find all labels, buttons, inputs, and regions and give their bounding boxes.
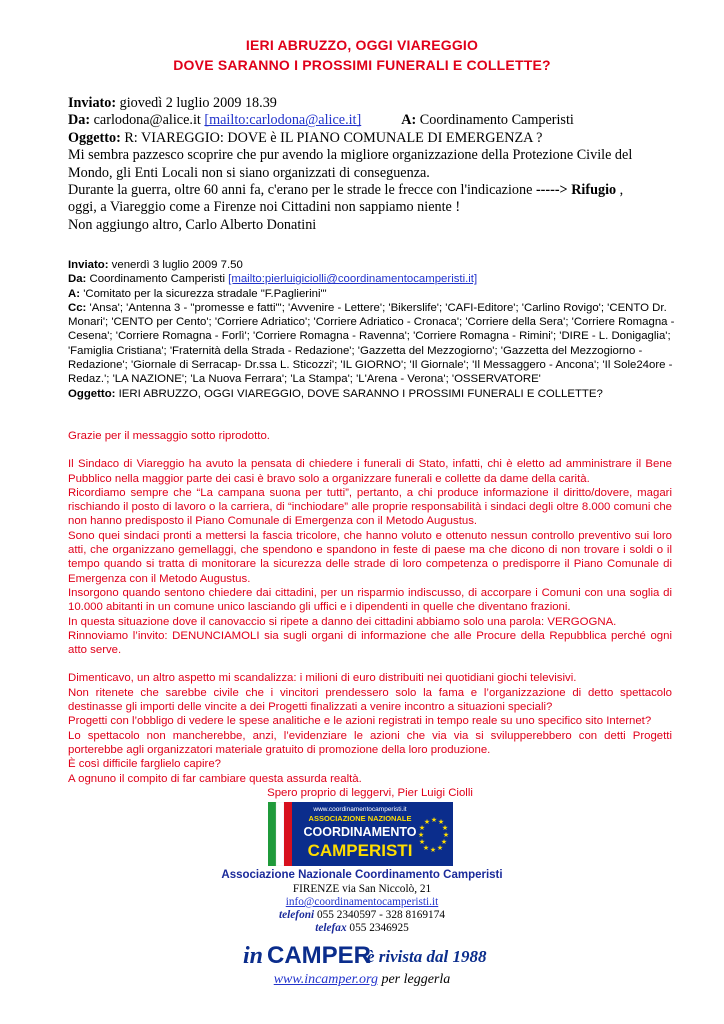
email-1-body-1: Mi sembra pazzesco scoprire che pur avendo la migliore organizzazione della Protezione Civile del Mondo, gli Enti Locali non si siano organizzati di conseguenza. [68, 147, 633, 181]
email-2-sent: Inviato: venerdì 3 luglio 2009 7.50 [68, 259, 243, 271]
phone-line: telefoni 055 2340597 - 328 8169174 [279, 909, 445, 921]
reply-paragraph: Rinnoviamo l’invito: DENUNCIAMOLI sia sugli organi di informazione che alle Procure della Repubblica perché ogni atto serve. [68, 629, 672, 657]
svg-text:★: ★ [440, 838, 448, 846]
email-2-from: Da: Coordinamento Camperisti [mailto:pierluigiciolli@coordinamentocamperisti.it] [68, 273, 478, 286]
svg-text:★: ★ [429, 846, 437, 854]
camperisti-logo [268, 802, 453, 866]
email-2-subject: Oggetto: IERI ABRUZZO, OGGI VIAREGGIO, DOVE SARANNO I PROSSIMI FUNERALI E COLLETTE? [68, 387, 603, 400]
fax-line: telefax 055 2346925 [315, 922, 409, 934]
svg-text:★: ★ [418, 838, 426, 846]
svg-text:★: ★ [422, 844, 430, 852]
reply-body [68, 429, 672, 800]
reply-paragraph: Sono quei sindaci pronti a mettersi la fascia tricolore, che hanno voluto e ottenuto nessun controllo preventivo sui loro atti, che organizzano gemellaggi, che spendono e spandono in feste di paese ma che dicono di non trovare i soldi o il tempo quando si tratta di monitorare la sicurezza delle strade di loro competenza o predisporre il Piano Comunale di Emergenza con il Metodo Augustus. [68, 529, 672, 585]
email-1 [68, 95, 678, 234]
reply-paragraph: Grazie per il messaggio sotto riprodotto. [68, 430, 270, 442]
email-2-header [68, 258, 678, 401]
svg-text:★: ★ [441, 824, 449, 832]
email-1-from-link[interactable]: [mailto:carlodona@alice.it] [204, 112, 362, 129]
svg-text:★: ★ [417, 831, 425, 839]
logo-line-2: COORDINAMENTO [303, 825, 417, 839]
email-1-body-4: Non aggiungo altro, Carlo Alberto Donatini [68, 216, 317, 233]
reply-paragraph: Dimenticavo, un altro aspetto mi scandalizza: i milioni di euro distribuiti nei quotidiani giochi televisivi. [68, 672, 577, 685]
logo-url-text: www.coordinamentocamperisti.it [313, 806, 407, 813]
svg-text:★: ★ [436, 844, 444, 852]
footer-email-link[interactable]: info@coordinamentocamperisti.it [285, 896, 439, 908]
reply-paragraph: È così difficile farglielo capire? [68, 758, 222, 771]
reply-paragraph: Progetti con l’obbligo di vedere le spese analitiche e le azioni registrati in tempo reale su uno specifico sito Internet? [68, 715, 652, 728]
reply-paragraph: Lo spettacolo non mancherebbe, anzi, l’evidenziare le azioni che via via si svilupperebbero con detti Progetti porterebbe agli organizzatori materiale gratuito di promozione della loro produzione. [68, 729, 672, 756]
email-1-body-2: Durante la guerra, oltre 60 anni fa, c'erano per le strade le frecce con l'indicazione -----> Rifugio , [68, 182, 624, 199]
reply-paragraph: Insorgono quando sentono chiedere dai cittadini, per un risparmio indiscusso, di accorpare i Comuni con una soglia di 10.000 abitanti in un comune unico lasciando gli uffici e i dipendenti in quelle che diventano frazioni. [68, 586, 672, 614]
headline-line-2: DOVE SARANNO I PROSSIMI FUNERALI E COLLETTE? [173, 57, 551, 73]
email-1-sent: Inviato: giovedì 2 luglio 2009 18.39 [68, 95, 277, 111]
svg-text:★: ★ [418, 824, 426, 832]
reply-paragraph: Non ritenete che sarebbe civile che i vincitori prendessero solo la fama e l’organizzazione di detto spettacolo destinasse gli importi delle vincite a dei Progetti finalizzati a venire incontro a situazioni speciali? [68, 686, 672, 714]
incamper-tagline: è rivista dal 1988 [367, 947, 487, 966]
logo-line-1: ASSOCIAZIONE NAZIONALE [308, 814, 412, 823]
reply-paragraph: A ognuno il compito di far cambiare questa assurda realtà. [68, 772, 362, 785]
incamper-logo-in: in [243, 943, 264, 969]
svg-text:★: ★ [437, 818, 445, 826]
svg-text:★: ★ [423, 818, 431, 826]
email-2-from-link[interactable]: [mailto:pierluigiciolli@coordinamentocamperisti.it] [228, 273, 478, 286]
headline-line-1: IERI ABRUZZO, OGGI VIAREGGIO [245, 37, 479, 53]
svg-text:★: ★ [430, 816, 438, 824]
incamper-logo-camper: CAMPER [267, 942, 372, 969]
incamper-ad [243, 935, 503, 969]
incamper-link[interactable]: www.incamper.org [273, 972, 378, 987]
email-1-body-3: oggi, a Viareggio come a Firenze noi Cittadini non sappiamo niente ! [68, 199, 461, 216]
reply-paragraph: In questa situazione dove il canovaccio si ripete a danno dei cittadini abbiamo solo una parola: VERGOGNA. [68, 615, 617, 628]
address: FIRENZE via San Niccolò, 21 [292, 883, 432, 895]
email-1-from: Da: carlodona@alice.it [mailto:carlodona@alice.it] A: Coordinamento Camperisti [68, 112, 574, 129]
svg-text:★: ★ [442, 831, 450, 839]
email-line [0, 896, 724, 909]
association-name: Associazione Nazionale Coordinamento Camperisti [221, 869, 503, 881]
email-2-to: A: 'Comitato per la sicurezza stradale "F.Paglierini"' [68, 287, 327, 300]
email-1-subject: Oggetto: R: VIAREGGIO: DOVE è IL PIANO COMUNALE DI EMERGENZA ? [68, 129, 543, 146]
email-2-cc: Cc: 'Ansa'; 'Antenna 3 - "promesse e fatti"'; 'Avvenire - Lettere'; 'Bikerslife'; 'CAFI-Editore'; 'Carlino Rovigo'; 'CENTO Dr. Monari'; 'CENTO per Cento'; 'Corriere Adriatico'; 'Corriere Adriatico - Cronaca'; 'Corriere della Sera'; 'Corriere Romagna - Cesena'; 'Corriere Romagna - Forlì'; 'Corriere Romagna - Ravenna'; 'Corriere Romagna - Rimini'; 'DIRE - L. Donigaglia'; 'Famiglia Cristiana'; 'Fraternità della Strada - Redazione'; 'Gazzetta del Mezzogiorno'; 'Gazzetta del Mezzogiorno - Redazione'; 'Giornale di Serracap- Dr.ssa L. Sticozzi'; 'IL GIORNO'; 'Il Giornale'; 'Il Messaggero - Ancona'; 'Il Sole24ore - Redaz.'; 'LA NAZIONE'; 'La Nuova Ferrara'; 'La Stampa'; 'L'Arena - Verona'; 'OSSERVATORE' [68, 301, 675, 386]
reply-paragraph: Ricordiamo sempre che “La campana suona per tutti”, pertanto, a chi produce informazione il diritto/dovere, magari rischiando il posto di lavoro o la carriera, di “inchiodare” alle proprie responsabilità i sindaci degli oltre 8.000 comuni che non hanno predisposto il Piano Comunale di Emergenza con il Metodo Augustus. [68, 486, 672, 528]
reply-signature: Spero proprio di leggervi, Pier Luigi Ciolli [267, 786, 473, 799]
logo-line-3: CAMPERISTI [307, 841, 413, 860]
reply-paragraph: Il Sindaco di Viareggio ha avuto la pensata di chiedere i funerali di Stato, infatti, chi è eletto ad amministrare il Bene Pubblico nella maggior parte dei casi è bravo solo a organizzare funerali e collette da dame della carità. [68, 458, 672, 485]
incamper-link-line: www.incamper.org per leggerla [273, 972, 451, 987]
